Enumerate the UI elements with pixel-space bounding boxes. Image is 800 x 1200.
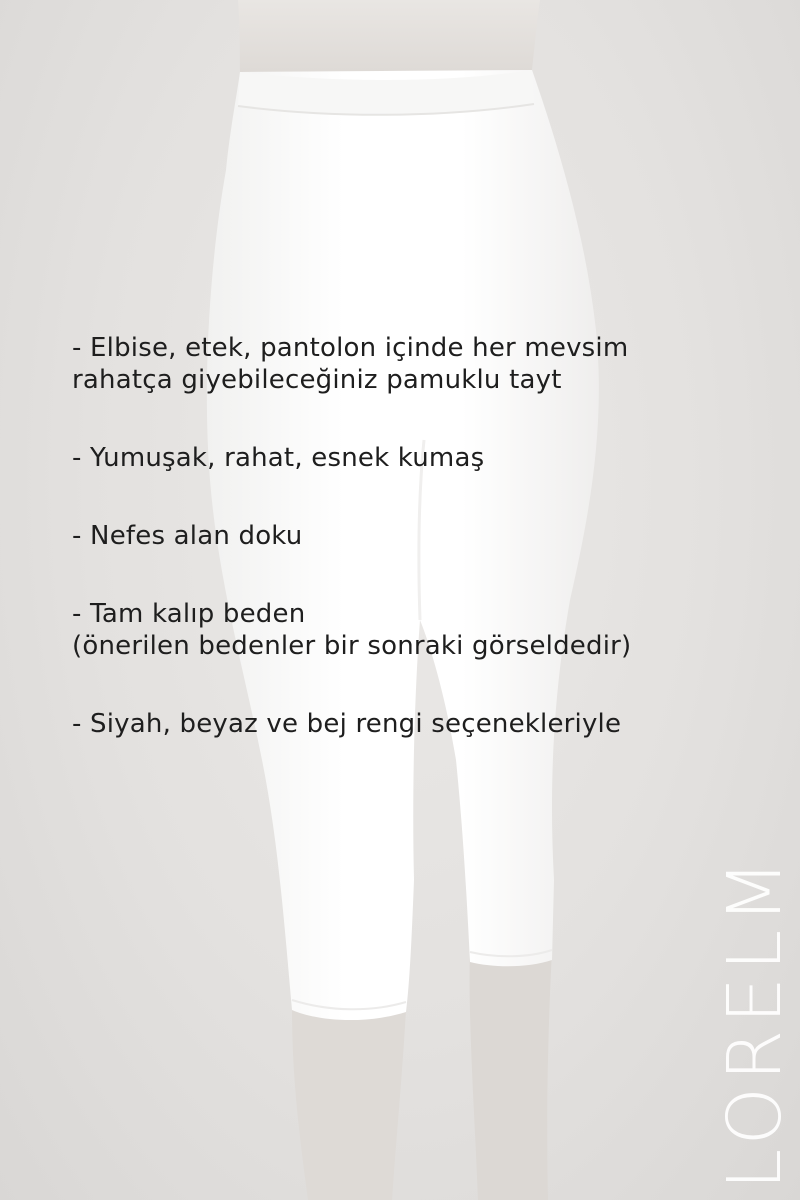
torso: [238, 0, 540, 72]
right-calf: [470, 950, 552, 1200]
feature-line: rahatça giyebileceğiniz pamuklu tayt: [72, 365, 562, 395]
feature-line: - Nefes alan doku: [72, 521, 303, 551]
feature-line: - Yumuşak, rahat, esnek kumaş: [72, 443, 485, 473]
feature-item: [72, 708, 752, 740]
feature-item: [72, 442, 752, 474]
brand-wordmark: LORELM: [712, 853, 798, 1190]
feature-item: [72, 598, 752, 662]
feature-list: [72, 332, 752, 786]
feature-line: - Elbise, etek, pantolon içinde her mevsim: [72, 333, 629, 363]
feature-item: [72, 332, 752, 396]
feature-line: - Tam kalıp beden: [72, 599, 306, 629]
left-calf: [292, 1010, 406, 1200]
feature-item: [72, 520, 752, 552]
feature-line: - Siyah, beyaz ve bej rengi seçenekleriyle: [72, 709, 622, 739]
feature-line: (önerilen bedenler bir sonraki görseldedir): [72, 631, 632, 661]
